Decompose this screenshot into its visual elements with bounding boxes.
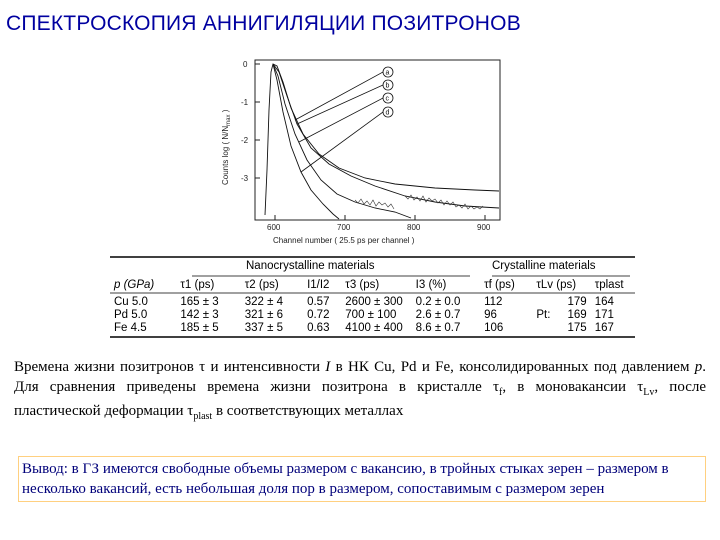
slide-title: СПЕКТРОСКОПИЯ АННИГИЛЯЦИИ ПОЗИТРОНОВ: [6, 12, 521, 35]
table-cell: 96: [484, 308, 497, 321]
table-cell: 142 ± 3: [180, 308, 219, 321]
header-cell: τf (ps): [484, 278, 515, 291]
table-cell: 0.63: [307, 321, 330, 334]
y-tick-label: 0: [243, 60, 248, 69]
y-tick-label: -1: [241, 98, 249, 107]
table-cell: 0.72: [307, 308, 330, 321]
positron-lifetime-spectrum-plot: [215, 50, 515, 250]
table-cell: Pt: 169: [536, 308, 587, 321]
table-cell: 175: [567, 321, 587, 334]
table-cell: 179: [567, 295, 587, 308]
table-cell: Fe 4.5: [114, 321, 147, 334]
table-cell: 112: [484, 295, 503, 308]
header-cell: τLv (ps): [536, 278, 577, 291]
x-tick-label: 700: [337, 223, 351, 232]
table-header-row: [110, 278, 635, 291]
y-tick-label: -3: [241, 174, 249, 183]
table-rule-bottom: [110, 334, 640, 340]
x-tick-label: 800: [407, 223, 421, 232]
header-cell: p (GPa): [114, 278, 155, 291]
curve-marker-label: b: [385, 82, 390, 90]
table-cell: 167: [594, 321, 614, 334]
header-cell: τ1 (ps): [180, 278, 215, 291]
spectrum-noise: [405, 195, 483, 209]
x-tick-label: 900: [477, 223, 491, 232]
table-cell: 2.6 ± 0.7: [415, 308, 461, 321]
x-tick-label: 600: [267, 223, 281, 232]
table-caption: Времена жизни позитронов τ и интенсивности I в НК Cu, Pd и Fe, консолидированных под давлением p. Для сравнения приведены времена жизни позитрона в кристалле $\tau_f$, в моновакансии $\tau_{Lv}$, после пластической деформации $\tau_{plast}$ в соответствующих металлах: [14, 359, 706, 422]
header-cell: τ3 (ps): [345, 278, 380, 291]
table-cell: 0.57: [307, 295, 330, 308]
y-tick-label: -2: [241, 136, 249, 145]
header-cell: τ2 (ps): [244, 278, 279, 291]
table-cell: 165 ± 3: [180, 295, 219, 308]
spectrum-curve-a: [265, 64, 499, 215]
curve-marker-label: d: [385, 109, 390, 117]
spectrum-curve-d: [273, 64, 339, 219]
x-axis-label: Channel number ( 25.5 ps per channel ): [273, 236, 415, 245]
header-cell: I1/I2: [307, 278, 330, 291]
table-group-crystalline: Crystalline materials: [492, 260, 596, 272]
y-axis-label: Counts log ( $N/N_{max}$ ): [221, 109, 232, 185]
table-row: [110, 295, 635, 308]
header-cell: τplast: [594, 278, 624, 291]
table-cell: 106: [484, 321, 504, 334]
table-row: [110, 308, 635, 321]
table-cell: Pd 5.0: [114, 308, 148, 321]
lifetime-table: [110, 254, 640, 340]
curve-marker-label: a: [385, 69, 390, 77]
table-row: [110, 321, 635, 334]
table-cell: 700 ± 100: [345, 308, 397, 321]
table-cell: 4100 ± 400: [345, 321, 403, 334]
table-cell: 185 ± 5: [180, 321, 219, 334]
table-cell: 337 ± 5: [244, 321, 284, 334]
plot-frame: [255, 60, 500, 220]
data-table: [110, 278, 635, 334]
table-cell: 2600 ± 300: [345, 295, 403, 308]
table-cell: 8.6 ± 0.7: [415, 321, 461, 334]
table-cell: Cu 5.0: [114, 295, 148, 308]
table-cell: 0.2 ± 0.0: [415, 295, 461, 308]
conclusion-box: Вывод: в ГЗ имеются свободные объемы размером с вакансию, в тройных стыках зерен – размером в несколько вакансий, есть небольшая доля пор в размером, сопоставимым с размером зерен: [18, 456, 706, 502]
table-cell: 322 ± 4: [244, 295, 284, 308]
table-cell: 321 ± 6: [244, 308, 284, 321]
curve-marker-label: c: [385, 95, 389, 103]
table-cell: 164: [594, 295, 614, 308]
header-cell: I3 (%): [415, 278, 447, 291]
table-cell: 171: [594, 308, 614, 321]
table-group-nanocrystalline: Nanocrystalline materials: [246, 260, 375, 272]
